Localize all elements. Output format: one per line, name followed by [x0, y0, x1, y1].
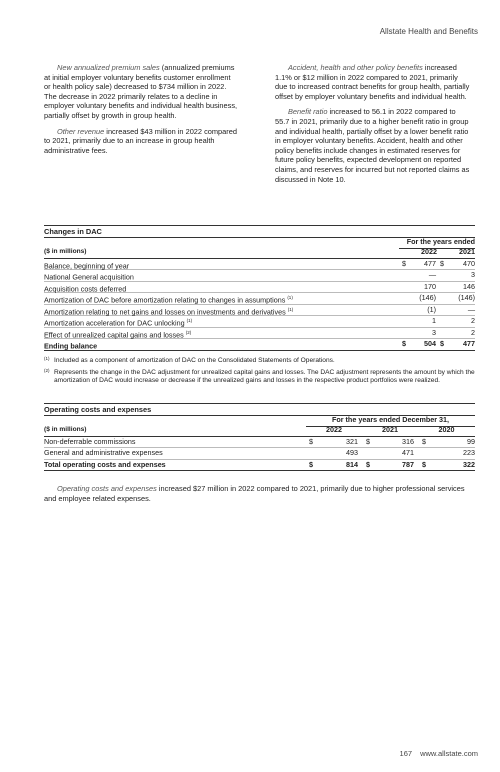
- row-label-text: Amortization acceleration for DAC unlocking: [44, 318, 185, 328]
- row-label: Total operating costs and expenses: [44, 459, 166, 469]
- dac-row: [44, 293, 475, 305]
- paragraph-new-premium-sales: [44, 63, 239, 121]
- value-2021: —: [467, 304, 475, 314]
- right-column: [275, 63, 470, 190]
- dollar-sign: $: [440, 258, 444, 268]
- row-label: [44, 339, 97, 352]
- row-label-text: Amortization relating to net gains and losses on investments and derivatives: [44, 306, 286, 316]
- opex-period-header: For the years ended December 31,: [306, 415, 475, 427]
- paragraph-benefit-ratio: [275, 107, 470, 184]
- opex-year-2020: 2020: [438, 425, 455, 434]
- opex-units: ($ in millions): [44, 426, 87, 433]
- dac-row: [44, 305, 475, 317]
- dac-footnote-1: [44, 357, 475, 365]
- dac-table: [44, 237, 475, 351]
- footnote-mark: (2): [44, 368, 50, 373]
- term-operating-costs: Operating costs and expenses: [57, 484, 157, 493]
- value-2021: 2: [471, 316, 475, 325]
- value-2021: 470: [463, 258, 475, 268]
- dac-period-header: For the years ended: [399, 237, 475, 249]
- value-2022: 493: [346, 448, 358, 457]
- dac-table-title: Changes in DAC: [44, 225, 475, 238]
- dac-period-header-row: [44, 237, 475, 247]
- paragraph-text: (annualized premiums at initial employer voluntary benefits customer enrollment or health policy sale) decreased to $734 million in 2022. The decrease in 2022 primarily relates to a decline in employer voluntary benefits and individual health business, partially offset by growth in group health.: [44, 63, 238, 120]
- dac-units: ($ in millions): [44, 248, 87, 255]
- value-2022: 3: [432, 327, 436, 337]
- dollar-sign: $: [422, 436, 426, 446]
- term-other-revenue: Other revenue: [57, 126, 105, 136]
- row-label-text: National General acquisition: [44, 272, 134, 282]
- row-label-text: Ending balance: [44, 341, 98, 351]
- value-2022: (1): [427, 304, 436, 314]
- value-2021: 2: [471, 327, 475, 337]
- value-2021: 146: [463, 281, 475, 291]
- left-column: [44, 63, 239, 161]
- value-2022: —: [428, 270, 436, 279]
- dac-row: [44, 328, 475, 340]
- value-2020: 322: [463, 459, 475, 469]
- dac-row: [44, 316, 475, 328]
- value-2021: 3: [471, 270, 475, 279]
- opex-year-2021: 2021: [382, 425, 398, 434]
- dac-row: [44, 339, 475, 351]
- footnote-ref: (1): [287, 295, 293, 300]
- paragraph-text: increased $27 million in 2022 compared to 2021, primarily due to higher professional services and employee related expenses.: [44, 484, 465, 503]
- paragraph-text: increased to 56.1 in 2022 compared to 55.7 in 2021, primarily due to a higher benefit ratio in group and individual health, partially offset by a lower benefit ratio in employer voluntary benefits. Accident, health and other policy benefits include changes in estimated reserves for future policy benefits, expected development on reported claims, and reserves for incurred but not reported claims as discussed in Note 10.: [275, 107, 470, 184]
- value-2021: 477: [463, 339, 475, 348]
- dollar-sign: $: [402, 258, 406, 268]
- paragraph-text: increased $43 million in 2022 compared to 2021, primarily due to an increase in group health administrative fees.: [44, 126, 237, 155]
- value-2021: 316: [402, 436, 414, 446]
- opex-table-title: Operating costs and expenses: [44, 403, 475, 416]
- opex-row: [44, 448, 475, 460]
- value-2022: 814: [346, 459, 358, 469]
- dollar-sign: $: [440, 339, 444, 348]
- value-2021: 787: [402, 459, 414, 469]
- row-label-text: Balance, beginning of year: [44, 260, 130, 270]
- dollar-sign: $: [366, 436, 370, 446]
- row-label: General and administrative expenses: [44, 448, 163, 457]
- paragraph-policy-benefits: [275, 63, 470, 101]
- section-header: Allstate Health and Benefits: [379, 27, 478, 36]
- value-2022: (146): [419, 293, 436, 302]
- dollar-sign: $: [309, 436, 313, 446]
- dollar-sign: $: [366, 459, 370, 469]
- value-2020: 223: [463, 448, 475, 457]
- opex-year-2022: 2022: [326, 425, 342, 434]
- term-benefit-ratio: Benefit ratio: [288, 107, 328, 117]
- dollar-sign: $: [402, 339, 406, 348]
- value-2021: 471: [402, 448, 414, 457]
- opex-units-row: [44, 425, 475, 437]
- value-2022: 504: [424, 339, 436, 348]
- row-label-text: Effect of unrealized capital gains and losses: [44, 329, 184, 339]
- website-link[interactable]: www.allstate.com: [420, 749, 478, 758]
- paragraph-text: increased 1.1% or $12 million in 2022 compared to 2021, primarily due to increased contract benefits for group health, partially offset by employer voluntary benefits and individual health.: [275, 63, 470, 101]
- dac-year-2021: 2021: [459, 247, 475, 256]
- footnote-text: Included as a component of amortization of DAC on the Consolidated Statements of Operations.: [54, 357, 335, 364]
- row-label-text: Acquisition costs deferred: [44, 283, 127, 293]
- dac-row: [44, 259, 475, 271]
- row-label: Non-deferrable commissions: [44, 436, 136, 446]
- dac-units-row: [44, 247, 475, 259]
- dac-year-2022: 2022: [421, 247, 437, 256]
- dollar-sign: $: [309, 459, 313, 469]
- opex-table: [44, 415, 475, 471]
- row-label-text: Amortization of DAC before amortization relating to changes in assumptions: [44, 295, 286, 305]
- dac-row: [44, 282, 475, 294]
- page-number: 167: [399, 749, 413, 758]
- dollar-sign: $: [422, 459, 426, 469]
- term-policy-benefits: Accident, health and other policy benefits: [288, 63, 423, 72]
- footnote-ref: (2): [185, 329, 192, 335]
- term-new-annualized-premium-sales: New annualized premium sales: [57, 63, 160, 72]
- opex-row: [44, 437, 475, 449]
- dac-row: [44, 270, 475, 282]
- footnote-mark: (1): [44, 356, 50, 361]
- opex-period-header-row: [44, 415, 475, 425]
- value-2022: 1: [432, 316, 436, 325]
- value-2022: 477: [424, 258, 436, 268]
- footnote-ref: (1): [287, 306, 294, 312]
- value-2020: 99: [467, 436, 475, 446]
- footnote-ref: (1): [186, 318, 193, 323]
- value-2021: (146): [458, 293, 475, 302]
- footnote-text: Represents the change in the DAC adjustment for unrealized capital gains and losses. The DAC adjustment represents the amount by which the amortization of DAC would increase or decrease if the unrealized gains and losses in the respective product portfolios were realized.: [54, 369, 475, 385]
- value-2022: 321: [346, 436, 358, 446]
- opex-row: [44, 460, 475, 472]
- page-footer: [392, 749, 478, 758]
- paragraph-operating-costs: [44, 484, 475, 503]
- dac-footnote-2: [44, 369, 475, 386]
- paragraph-other-revenue: [44, 127, 239, 156]
- value-2022: 170: [424, 281, 436, 291]
